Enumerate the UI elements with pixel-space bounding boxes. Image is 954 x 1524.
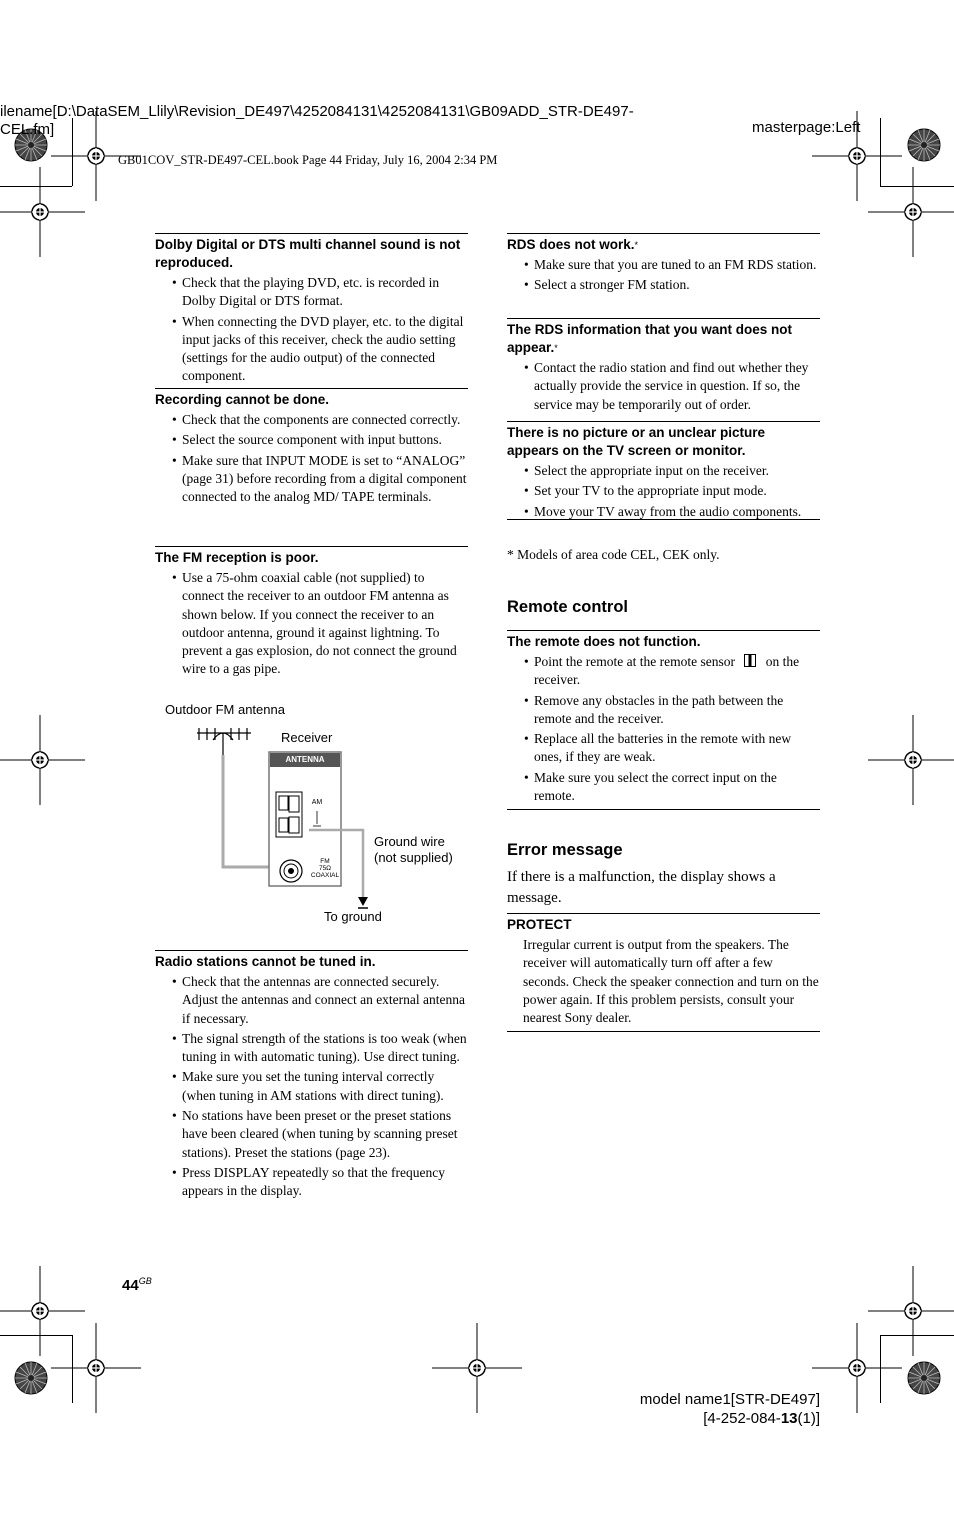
remote-sensor-icon bbox=[744, 654, 756, 667]
section-protect bbox=[507, 913, 820, 1032]
antenna-diagram-drawing bbox=[155, 700, 468, 930]
coaxial-label: COAXIAL bbox=[310, 872, 340, 879]
section-title: Dolby Digital or DTS multi channel sound is not reproduced. bbox=[155, 237, 461, 270]
part-number-bold: 13 bbox=[780, 1410, 798, 1427]
bullet-list bbox=[155, 274, 468, 386]
footnote: * Models of area code CEL, CEK only. bbox=[507, 547, 720, 562]
part-number-suffix: (1)] bbox=[797, 1410, 820, 1427]
registration-mark-icon bbox=[0, 715, 85, 805]
section-tuning bbox=[155, 950, 468, 1201]
registration-mark-icon bbox=[432, 1323, 522, 1413]
list-item: • Make sure you select the correct input on the remote. bbox=[507, 769, 820, 806]
color-target-icon bbox=[908, 129, 940, 161]
footnote-mark: * bbox=[554, 343, 558, 353]
registration-mark-icon bbox=[51, 1323, 141, 1413]
list-item: • Check that the antennas are connected securely. Adjust the antennas and connect an external antenna if necessary. bbox=[155, 973, 468, 1028]
left-column-bottom bbox=[155, 950, 468, 1205]
antenna-panel-label: ANTENNA bbox=[285, 755, 325, 764]
registration-mark-icon bbox=[868, 1266, 954, 1356]
bullet-list bbox=[507, 462, 820, 521]
list-item: • Contact the radio station and find out whether they actually provide the service in question. If so, the service may be temporarily out of order. bbox=[507, 359, 820, 414]
section-title: The remote does not function. bbox=[507, 634, 701, 649]
left-column bbox=[155, 233, 468, 683]
error-section bbox=[507, 913, 820, 1032]
section-title bbox=[507, 236, 820, 254]
registration-mark-icon bbox=[868, 167, 954, 257]
remote-section bbox=[507, 630, 820, 810]
bullet-list bbox=[507, 256, 820, 295]
fm-coaxial-label bbox=[310, 858, 340, 879]
section-title: The FM reception is poor. bbox=[155, 550, 319, 565]
section-title: Radio stations cannot be tuned in. bbox=[155, 954, 376, 969]
list-item: • Make sure you set the tuning interval correctly (when tuning in AM stations with direct tuning). bbox=[155, 1068, 468, 1105]
ground-wire-label-line1: Ground wire bbox=[374, 834, 445, 849]
section-title-text: The RDS information that you want does not appear. bbox=[507, 322, 792, 355]
list-item: • Press DISPLAY repeatedly so that the frequency appears in the display. bbox=[155, 1164, 468, 1201]
bullet-list bbox=[155, 411, 468, 506]
section-picture bbox=[507, 421, 820, 520]
section-rds-info bbox=[507, 318, 820, 421]
bullet-list bbox=[507, 653, 820, 805]
receiver-label: Receiver bbox=[281, 730, 333, 745]
right-column bbox=[507, 233, 820, 520]
page-number-value: 44 bbox=[122, 1277, 139, 1294]
error-message-heading: Error message bbox=[507, 841, 623, 859]
color-target-icon bbox=[15, 1362, 47, 1394]
arrow-down-icon bbox=[358, 897, 368, 906]
to-ground-label: To ground bbox=[324, 909, 382, 924]
section-title: PROTECT bbox=[507, 917, 572, 932]
protect-description: Irregular current is output from the speakers. The receiver will automatically turn off after a few seconds. Check the speaker connection and turn on the power again. If this problem persists, consult your nearest Sony dealer. bbox=[523, 937, 819, 1026]
list-item: • Use a 75-ohm coaxial cable (not supplied) to connect the receiver to an outdoor FM antenna as shown below. If you connect the receiver to an outdoor antenna, ground it against lightning. To prevent a gas explosion, do not connect the ground wire to a gas pipe. bbox=[155, 569, 468, 679]
section-recording bbox=[155, 388, 468, 546]
list-item: • Replace all the batteries in the remote with new ones, if they are weak. bbox=[507, 730, 820, 767]
fm-label: FM bbox=[320, 858, 330, 865]
section-title-text: RDS does not work. bbox=[507, 237, 635, 252]
section-title: There is no picture or an unclear picture appears on the TV screen or monitor. bbox=[507, 425, 766, 458]
bullet-list bbox=[507, 359, 820, 414]
section-rds bbox=[507, 233, 820, 318]
list-item: • Select a stronger FM station. bbox=[507, 276, 820, 294]
fm-impedance-label: 75Ω bbox=[318, 865, 332, 872]
section-title: Recording cannot be done. bbox=[155, 392, 330, 407]
registration-mark-icon bbox=[868, 715, 954, 805]
color-target-icon bbox=[908, 1362, 940, 1394]
ground-wire-label-line2: (not supplied) bbox=[374, 850, 453, 865]
list-item bbox=[507, 653, 820, 690]
list-item: • The signal strength of the stations is too weak (when tuning in with automatic tuning). Use direct tuning. bbox=[155, 1030, 468, 1067]
footnote-mark: * bbox=[634, 240, 639, 250]
model-info bbox=[640, 1390, 820, 1428]
part-number-prefix: [4-252-084- bbox=[703, 1410, 781, 1427]
error-intro: If there is a malfunction, the display shows a message. bbox=[507, 869, 776, 906]
registration-mark-icon bbox=[0, 167, 85, 257]
list-item: • Set your TV to the appropriate input mode. bbox=[507, 482, 820, 500]
list-item: • Check that the playing DVD, etc. is recorded in Dolby Digital or DTS format. bbox=[155, 274, 468, 311]
antenna-diagram bbox=[155, 700, 468, 930]
list-item: • Select the appropriate input on the receiver. bbox=[507, 462, 820, 480]
registration-mark-icon bbox=[812, 1323, 902, 1413]
section-dolby bbox=[155, 233, 468, 388]
list-item: • Make sure that INPUT MODE is set to “ANALOG” (page 31) before recording from a digital component connected to the analog MD/ TAPE terminals. bbox=[155, 452, 468, 507]
page-suffix: GB bbox=[138, 1276, 152, 1286]
book-info: GB01COV_STR-DE497-CEL.book Page 44 Friday, July 16, 2004 2:34 PM bbox=[118, 153, 498, 167]
section-title bbox=[507, 321, 820, 357]
list-item: • Move your TV away from the audio components. bbox=[507, 503, 820, 521]
list-item-text: Point the remote at the remote sensor bbox=[534, 654, 735, 669]
list-item: • Make sure that you are tuned to an FM RDS station. bbox=[507, 256, 820, 274]
bullet-list bbox=[155, 973, 468, 1201]
antenna-icon bbox=[197, 728, 251, 755]
model-part-number bbox=[640, 1409, 820, 1428]
remote-control-heading: Remote control bbox=[507, 598, 629, 616]
registration-mark-icon bbox=[0, 1266, 85, 1356]
filename-header: ilename[D:\DataSEM_Llily\Revision_DE497\4252084131\4252084131\GB09ADD_STR-DE497-CEL.fm] bbox=[0, 103, 634, 138]
list-item: • No stations have been preset or the preset stations have been cleared (when tuning by scanning preset stations). Preset the stations (page 23). bbox=[155, 1107, 468, 1162]
section-fm-reception bbox=[155, 546, 468, 679]
list-item: • Check that the components are connected correctly. bbox=[155, 411, 468, 429]
ground-wire-label bbox=[374, 834, 453, 866]
model-name: model name1[STR-DE497] bbox=[639, 1391, 820, 1408]
list-item: • Select the source component with input buttons. bbox=[155, 431, 468, 449]
bullet-list bbox=[155, 569, 468, 679]
antenna-label: Outdoor FM antenna bbox=[165, 702, 285, 717]
masterpage-label: masterpage:Left bbox=[752, 119, 861, 136]
list-item-text: on the receiver. bbox=[534, 654, 800, 688]
page-number bbox=[122, 1276, 152, 1294]
list-item: • When connecting the DVD player, etc. to the digital input jacks of this receiver, check the audio setting (settings for the audio output) of the connected component. bbox=[155, 313, 468, 386]
am-label: AM bbox=[311, 799, 323, 806]
section-remote bbox=[507, 630, 820, 810]
list-item: • Remove any obstacles in the path between the remote and the receiver. bbox=[507, 692, 820, 729]
